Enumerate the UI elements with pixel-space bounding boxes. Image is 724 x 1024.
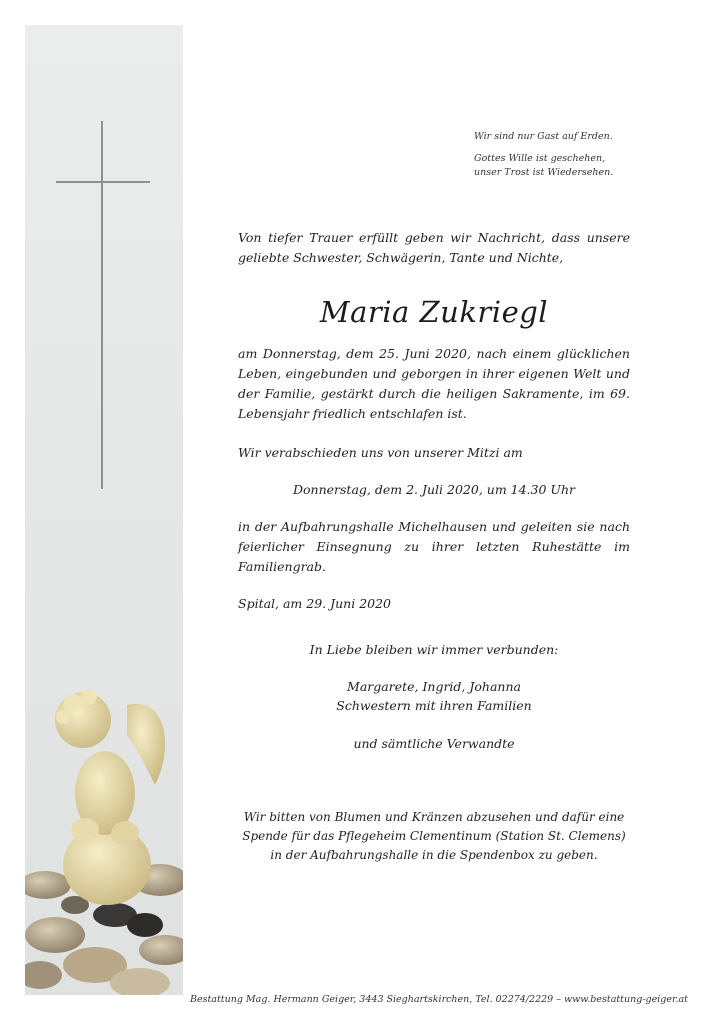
mourner-names: Margarete, Ingrid, Johanna bbox=[347, 679, 521, 694]
farewell-text: Wir verabschieden uns von unserer Mitzi am bbox=[238, 445, 523, 460]
donation-line-3: in der Aufbahrungshalle in die Spendenbox zu geben. bbox=[270, 848, 598, 862]
motto-verse bbox=[474, 130, 704, 188]
closing-text: In Liebe bleiben wir immer verbunden: bbox=[309, 642, 559, 657]
death-text: am Donnerstag, dem 25. Juni 2020, nach einem glücklichen Leben, eingebunden und geborgen in ihrer eigenen Welt und der Familie, gestärkt durch die heiligen Sakramente, im 69. Lebensjahr friedlich entschlafen ist. bbox=[238, 346, 630, 421]
mourner-relatives: und sämtliche Verwandte bbox=[353, 736, 515, 751]
funeral-date: Donnerstag, dem 2. Juli 2020, um 14.30 Uhr bbox=[293, 482, 575, 497]
decorative-side-strip bbox=[25, 25, 183, 995]
motto-line-2b: unser Trost ist Wiedersehen. bbox=[474, 167, 614, 178]
funeral-text: in der Aufbahrungshalle Michelhausen und geleiten sie nach feierlicher Einsegnung zu ihrer letzten Ruhestätte im Familiengrab. bbox=[238, 519, 630, 574]
place-date: Spital, am 29. Juni 2020 bbox=[238, 596, 392, 611]
cross-horizontal-bar bbox=[56, 181, 150, 183]
footer-funeral-home: Bestattung Mag. Hermann Geiger, 3443 Sieghartskirchen, Tel. 02274/2229 – www.bestattung-geiger.at bbox=[190, 994, 688, 1005]
motto-line-1: Wir sind nur Gast auf Erden. bbox=[474, 131, 613, 142]
angel-figurine-image bbox=[25, 665, 183, 995]
cross-vertical-bar bbox=[101, 121, 103, 489]
mourner-relation: Schwestern mit ihren Familien bbox=[336, 698, 532, 713]
deceased-name: Maria Zukriegl bbox=[319, 295, 549, 329]
motto-line-2a: Gottes Wille ist geschehen, bbox=[474, 153, 606, 164]
motto-line-2 bbox=[474, 152, 704, 180]
donation-line-2: Spende für das Pflegeheim Clementinum (Station St. Clemens) bbox=[242, 829, 626, 843]
intro-text: Von tiefer Trauer erfüllt geben wir Nachricht, dass unsere geliebte Schwester, Schwägerin, Tante und Nichte, bbox=[238, 230, 630, 265]
donation-line-1: Wir bitten von Blumen und Kränzen abzusehen und dafür eine bbox=[243, 810, 625, 824]
